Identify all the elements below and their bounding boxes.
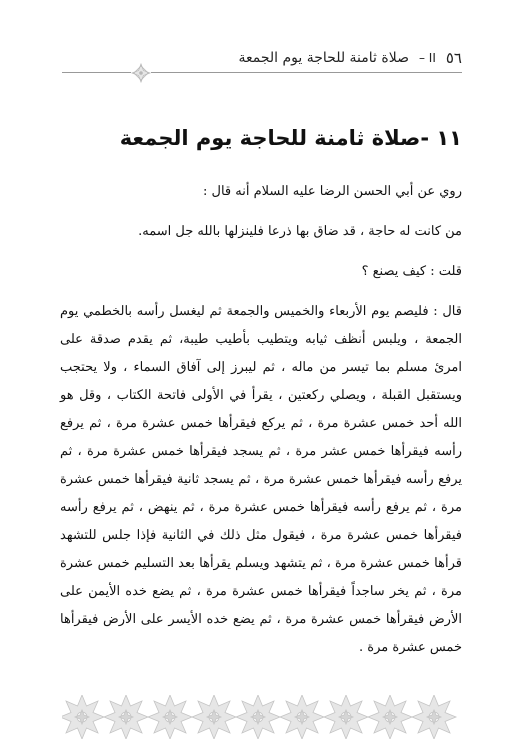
paragraph-instructions: قال : فليصم يوم الأربعاء والخميس والجمعة ثم ليغسل رأسه بالخطمي يوم الجمعة ، ويلبس أنظف ثيابه ويتطيب بأطيب طيبة، ثم يقدم صدقة على امرئ مسلم بما تيسر من ماله ، ثم ليبرز إلى آفاق السماء ، ولا يحتجب ويستقبل القبلة ، ويصلي ركعتين ، يقرأ في الأولى فاتحة الكتاب ، وقل هو الله أحد خمس عشرة مرة ، ثم يركع فيقرأها خمس عشرة مرة ، ثم يرفع رأسه فيقرأها خمس عشر مرة ، ثم يسجد فيقرأها خمس عشرة مرة ، ثم يرفع رأسه فيقرأها خمس عشرة مرة ، ثم يسجد ثانية فيقرأها خمس عشرة مرة ، ثم يرفع رأسه فيقرأها خمس عشرة مرة ، ثم ينهض ، ثم يرفع رأسه فيقرأها خمس عشرة مرة ، فيقول مثل ذلك في الثانية فإذا جلس للتشهد قرأها خمس عشرة مرة ، ثم يتشهد ويسلم يقرأها بعد التسليم خمس عشرة مرة ، ثم يخر ساجداً فيقرأها خمس عشرة مرة ، ثم يضع خده الأيمن على الأرض فيقرأها خمس عشرة مرة ، ثم يضع خده الأيسر على الأرض فيقرأها خمس عشرة مرة . [60, 304, 462, 655]
running-header [62, 46, 462, 70]
star-pattern-border [62, 695, 462, 739]
paragraph-question: قلت : كيف يصنع ؟ [361, 264, 462, 279]
header-rule [62, 72, 462, 73]
body-text [60, 178, 462, 662]
paragraph-statement: من كانت له حاجة ، قد ضاق بها ذرعا فلينزلها بالله جل اسمه. [138, 224, 462, 239]
paragraph-narration: روي عن أبي الحسن الرضا عليه السلام أنه قال : [203, 184, 462, 199]
section-title: ١١ -صلاة ثامنة للحاجة يوم الجمعة [119, 126, 462, 150]
footer-ornament-band [62, 695, 462, 739]
star-ornament-icon [131, 63, 151, 83]
header-separator: II – [418, 51, 436, 65]
running-title: صلاة ثامنة للحاجة يوم الجمعة [238, 50, 409, 66]
page-number: ٥٦ [445, 49, 462, 67]
